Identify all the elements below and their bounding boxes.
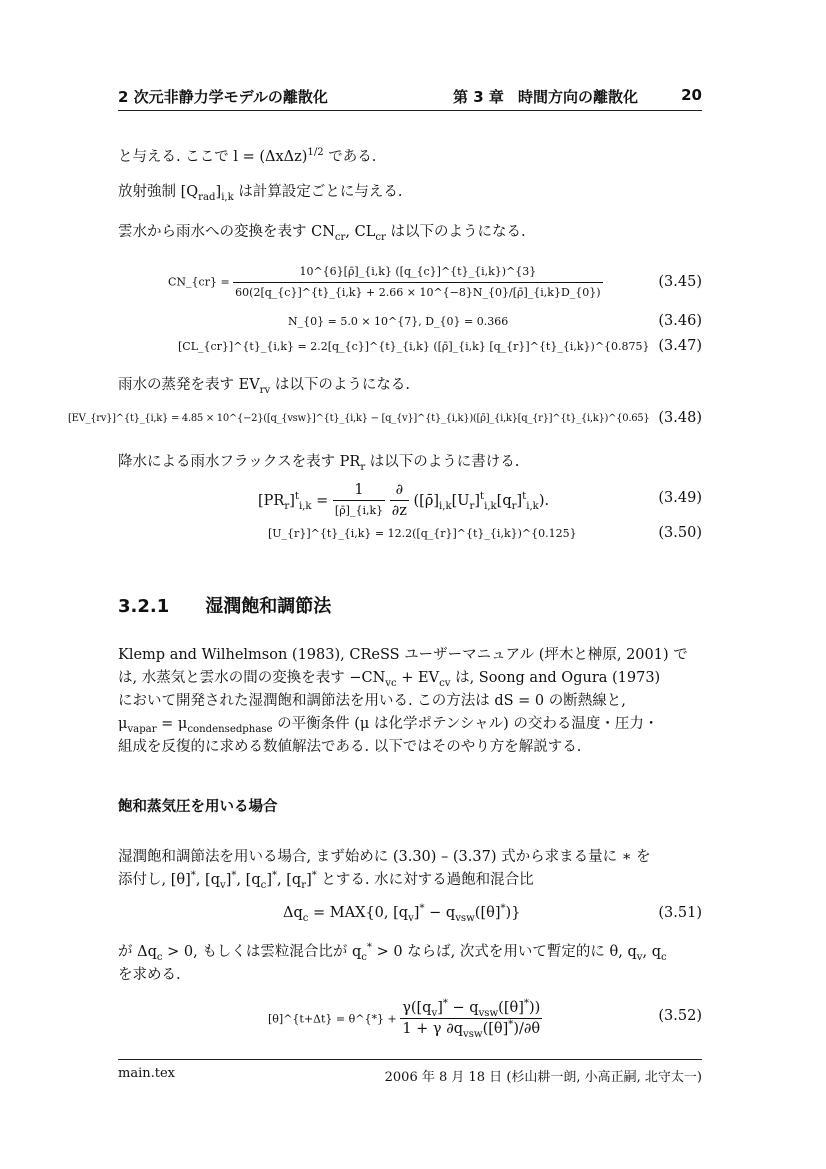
equation-3-50 xyxy=(118,525,702,555)
fraction-denominator: 1 + γ $\partial q_{vsw}([\theta]^*)/\partial\theta$ xyxy=(400,1018,542,1039)
fraction-numerator: $\gamma([q_v]^* - q_{vsw}([\theta]^*))$ xyxy=(402,998,541,1019)
paragraph xyxy=(118,846,702,892)
text-line: を求める. xyxy=(118,967,181,983)
text-line: は, 水蒸気と雲水の間の変換を表す $-CN_{vc} + EV_{cv}$ は, Soong and Ogura (1973) xyxy=(118,670,661,689)
paragraph: 放射強制 $[Q_{rad}]_{i,k}$ は計算設定ごとに与える. xyxy=(118,184,403,203)
equation-3-47 xyxy=(118,338,702,368)
equation-number: (3.46) xyxy=(658,313,702,329)
equation-number: (3.45) xyxy=(658,274,702,290)
section-title: 湿潤飽和調節法 xyxy=(205,596,332,617)
header-document-title: 2 次元非静力学モデルの離散化 xyxy=(118,88,328,106)
equation-body xyxy=(268,998,542,1039)
fraction-numerator: 10^{6}[ρ̄]_{i,k} ([q_{c}]^{t}_{i,k})^{3} xyxy=(299,265,537,278)
paragraph: 降水による雨水フラックスを表す $PR_r$ は以下のように書ける. xyxy=(118,454,520,473)
header-chapter-title: 時間方向の離散化 xyxy=(518,88,639,106)
header-chapter: 第 3 章 xyxy=(453,88,504,106)
header-page-number: 20 xyxy=(681,86,702,104)
fraction xyxy=(333,480,385,521)
equation-rhs: $([\rhō]_{i,k}[U_r]^t_{i,k}[q_r]^t_{i,k})$. xyxy=(413,490,550,512)
text-line: が $\Delta q_c > 0$, もしくは雲粒混合比が $q_c^* > 0$ ならば, 次式を用いて暫定的に θ, $q_v$, $q_c$ xyxy=(118,942,667,963)
footer xyxy=(118,1066,702,1085)
footer-date-authors: 2006 年 8 月 18 日 (杉山耕一朗, 小高正嗣, 北守太一) xyxy=(384,1070,702,1085)
paragraph xyxy=(118,644,702,759)
section-heading xyxy=(118,592,331,618)
equation-3-51 xyxy=(118,905,702,935)
paragraph: と与える. ここで $l = (\Delta x\Delta z)^{1/2}$ である. xyxy=(118,147,377,165)
footer-rule xyxy=(118,1059,702,1060)
paragraph: 雨水の蒸発を表す $EV_{rv}$ は以下のようになる. xyxy=(118,377,410,396)
equation-body: [EV_{rv}]^{t}_{i,k} = 4.85 × 10^{−2}([q_{vsw}]^{t}_{i,k} − [q_{v}]^{t}_{i,k})([ρ̄]_{i,k}[q_{r}]^{t}_{i,k})^{0.65} xyxy=(68,413,650,424)
equation-body: N_{0} = 5.0 × 10^{7}, D_{0} = 0.366 xyxy=(288,315,509,328)
text-line: 組成を反復的に求める数値解法である. 以下ではそのやり方を解説する. xyxy=(118,739,582,755)
equation-lhs: $[PR_r]^t_{i,k}$ = xyxy=(258,490,333,512)
running-header xyxy=(118,86,702,110)
equation-number: (3.48) xyxy=(658,410,702,426)
equation-body: [U_{r}]^{t}_{i,k} = 12.2([q_{r}]^{t}_{i,k})^{0.125} xyxy=(268,527,577,540)
equation-number: (3.47) xyxy=(658,338,702,354)
equation-3-48 xyxy=(68,410,702,440)
equation-body xyxy=(258,480,549,521)
fraction-numerator: 1 xyxy=(354,482,364,498)
fraction xyxy=(233,262,602,303)
fraction xyxy=(390,480,409,521)
footer-filename: main.tex xyxy=(118,1066,175,1081)
equation-number: (3.50) xyxy=(658,525,702,541)
text-line: Klemp and Wilhelmson (1983), CReSS ユーザーマニュアル (坪木と榊原, 2001) で xyxy=(118,647,688,663)
header-rule xyxy=(118,110,702,111)
equation-number: (3.51) xyxy=(658,905,702,921)
text-line: 湿潤飽和調節法を用いる場合, まず始めに (3.30) – (3.37) 式から求まる量に ∗ を xyxy=(118,849,651,865)
equation-body: [CL_{cr}]^{t}_{i,k} = 2.2[q_{c}]^{t}_{i,k} ([ρ̄]_{i,k} [q_{r}]^{t}_{i,k})^{0.875} xyxy=(178,340,650,353)
fraction-numerator: ∂ xyxy=(395,482,404,498)
equation-body: $\Delta q_c = MAX\{0$, $[q_v]^* - q_{vsw}([\theta]^*)$} xyxy=(283,903,521,924)
text-line: 添付し, [θ]*, $[q_v]^*$, $[q_c]^*$, $[q_r]^*$ とする. 水に対する過飽和混合比 xyxy=(118,870,534,891)
fraction-denominator: [ρ̄]_{i,k} xyxy=(333,500,385,521)
subheading: 飽和蒸気圧を用いる場合 xyxy=(118,799,278,815)
paragraph xyxy=(118,941,702,987)
equation-body xyxy=(168,262,603,303)
fraction xyxy=(400,998,542,1039)
fraction-denominator: 60(2[q_{c}]^{t}_{i,k} + 2.66 × 10^{−8}N_{0}/[ρ̄]_{i,k}D_{0}) xyxy=(233,282,602,303)
text-line: $\mu_{vapar} = \mu_{condensedphase}$ の平衡条件 (μ は化学ポテンシャル) の交わる温度・圧力・ xyxy=(118,716,659,735)
equation-number: (3.49) xyxy=(658,490,702,506)
equation-number: (3.52) xyxy=(658,1008,702,1024)
equation-lhs: CN_{cr} = xyxy=(168,275,234,289)
paragraph: 雲水から雨水への変換を表す $CN_{cr}$, $CL_{cr}$ は以下のようになる. xyxy=(118,224,526,243)
fraction-denominator: ∂z xyxy=(390,500,409,521)
equation-lhs: [θ]^{t+Δt} = θ^{*} + xyxy=(268,1012,401,1026)
section-number: 3.2.1 xyxy=(118,596,170,617)
text-line: において開発された湿潤飽和調節法を用いる. この方法は dS = 0 の断熱線と, xyxy=(118,693,626,709)
